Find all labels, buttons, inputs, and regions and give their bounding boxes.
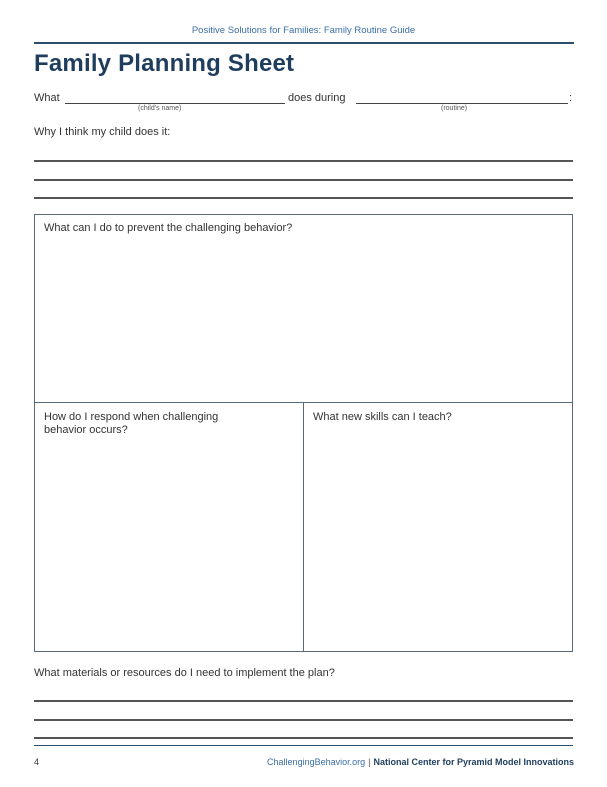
childs-name-caption: (child's name): [138, 105, 182, 112]
running-header: Positive Solutions for Families: Family Routine Guide: [191, 25, 416, 36]
footer-credits: [267, 757, 574, 767]
childs-name-field[interactable]: [65, 103, 285, 104]
respond-question: How do I respond when challenging behavior occurs?: [44, 411, 219, 436]
materials-answer-line-3[interactable]: [34, 737, 573, 739]
skills-answer-area[interactable]: [305, 430, 571, 650]
organization-name: National Center for Pyramid Model Innovations: [373, 757, 574, 767]
prevent-question: What can I do to prevent the challenging behavior?: [44, 222, 293, 234]
respond-answer-area[interactable]: [35, 442, 301, 650]
why-answer-line-3[interactable]: [34, 197, 573, 199]
page-number: 4: [34, 757, 40, 767]
does-during-label: does during: [288, 92, 346, 104]
skills-question: What new skills can I teach?: [313, 411, 452, 423]
what-label: What: [34, 92, 60, 104]
why-answer-line-1[interactable]: [34, 160, 573, 162]
footer-separator: |: [368, 757, 371, 767]
routine-caption: (routine): [441, 105, 468, 112]
routine-field[interactable]: [356, 103, 568, 104]
page-title: Family Planning Sheet: [34, 50, 295, 77]
header-rule: [34, 42, 574, 44]
footer-rule: [34, 745, 573, 746]
colon: :: [569, 92, 573, 104]
why-label: Why I think my child does it:: [34, 126, 171, 138]
materials-question: What materials or resources do I need to implement the plan?: [34, 667, 335, 679]
why-answer-line-2[interactable]: [34, 179, 573, 181]
materials-answer-line-2[interactable]: [34, 719, 573, 721]
materials-answer-line-1[interactable]: [34, 700, 573, 702]
website-link[interactable]: ChallengingBehavior.org: [267, 757, 366, 767]
prevent-answer-area[interactable]: [35, 240, 572, 400]
